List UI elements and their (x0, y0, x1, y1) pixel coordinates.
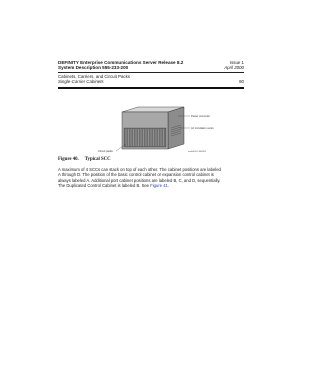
section-divider (58, 87, 244, 89)
circuit-pack-area (124, 128, 166, 147)
subsection-title: Single-Carrier Cabinets (58, 79, 104, 85)
body-line: A through D. The position of the basic control cabinet or expansion control cabinet is (58, 172, 214, 178)
body-text-segment: . (167, 183, 170, 189)
body-line: A maximum of 4 SCCs can stack on top of each other. The cabinet positions are labeled (58, 167, 221, 172)
figure-number: Figure 40. (58, 157, 79, 162)
body-text-segment: The Duplicated Control Cabinet is labeled B. See (58, 183, 151, 189)
figure-file-id: scsfull KLC 062201 (188, 151, 206, 153)
figure-title: Typical SCC (84, 157, 111, 162)
callout-power: Power converter (191, 114, 210, 118)
header-divider (58, 72, 244, 73)
body-paragraph (58, 167, 244, 189)
page-number: 80 (239, 79, 244, 85)
callout-air: Air circulation vents (191, 126, 214, 130)
figure-41-link[interactable]: Figure 41 (150, 183, 168, 189)
page-header (58, 60, 244, 71)
body-line: always labeled A. Additional port cabinet positions are labeled B, C, and D, sequentially. (58, 177, 221, 183)
document-number: System Description 555-233-200 (58, 65, 129, 71)
document-title: DEFINITY Enterprise Communications Server Release 8.2 (58, 60, 184, 65)
figure-caption (58, 157, 117, 162)
issue-label: Issue 1 (229, 60, 244, 65)
callout-circuit: Circuit packs (98, 150, 113, 153)
body-line (58, 183, 244, 188)
section-title: Cabinets, Carriers, and Circuit Packs (58, 74, 130, 79)
scc-cabinet-figure (58, 106, 244, 153)
issue-date: April 2000 (224, 65, 244, 71)
section-header (58, 74, 244, 85)
